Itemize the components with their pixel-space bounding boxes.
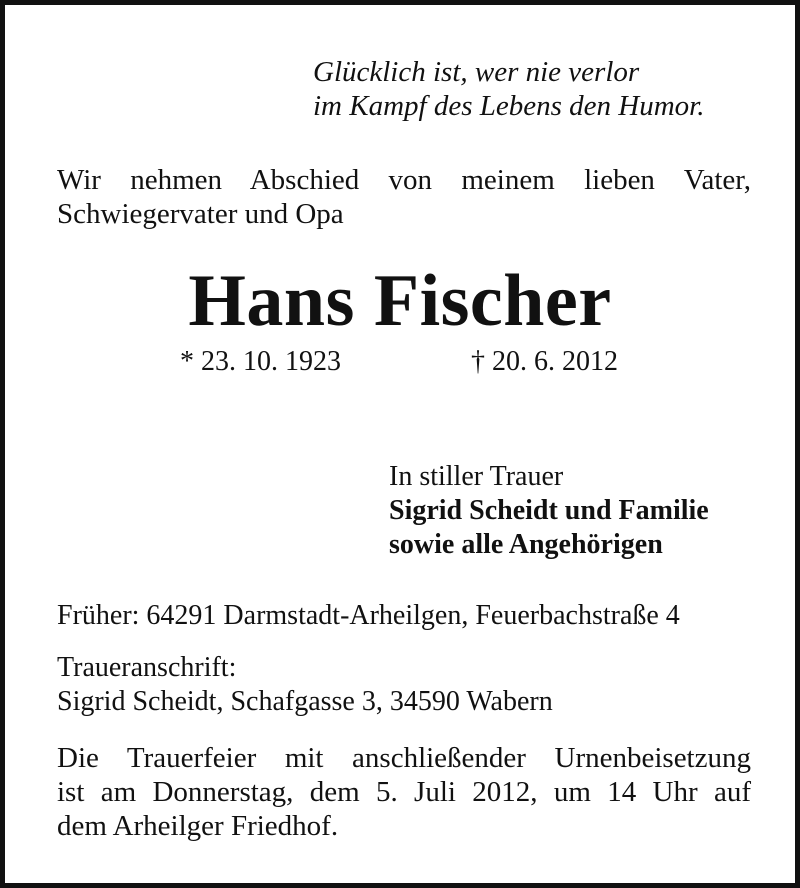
mourning-address-label: Traueranschrift: [57,652,237,683]
death-date: † 20. 6. 2012 [471,346,618,377]
motto-line-1: Glücklich ist, wer nie verlor [313,56,640,88]
mourners-line-2: sowie alle Angehörigen [389,529,663,560]
motto-line-2: im Kampf des Lebens den Humor. [313,90,705,122]
mourning-address-value: Sigrid Scheidt, Schafgasse 3, 34590 Wabern [57,686,553,717]
intro-line-2: Schwiegervater und Opa [57,198,344,230]
mourning-address [57,651,553,719]
ceremony-line-2: ist am Donnerstag, dem 5. Juli 2012, um 14 Uhr auf [57,776,751,808]
deceased-name: Hans Fischer [188,260,612,342]
mourning-heading: In stiller Trauer [389,461,564,492]
mourners-block [389,460,709,562]
former-address: Früher: 64291 Darmstadt-Arheilgen, Feuerbachstraße 4 [57,600,680,631]
ceremony-line-1: Die Trauerfeier mit anschließender Urnenbeisetzung [57,742,751,774]
ceremony-line-3: dem Arheilger Friedhof. [57,810,339,842]
mourners-line-1: Sigrid Scheidt und Familie [389,495,709,526]
motto-quote [313,55,705,123]
ceremony-info [57,741,751,843]
birth-date: * 23. 10. 1923 [180,346,341,377]
intro-line-1: Wir nehmen Abschied von meinem lieben Vater, [57,164,751,196]
farewell-intro [57,163,751,231]
